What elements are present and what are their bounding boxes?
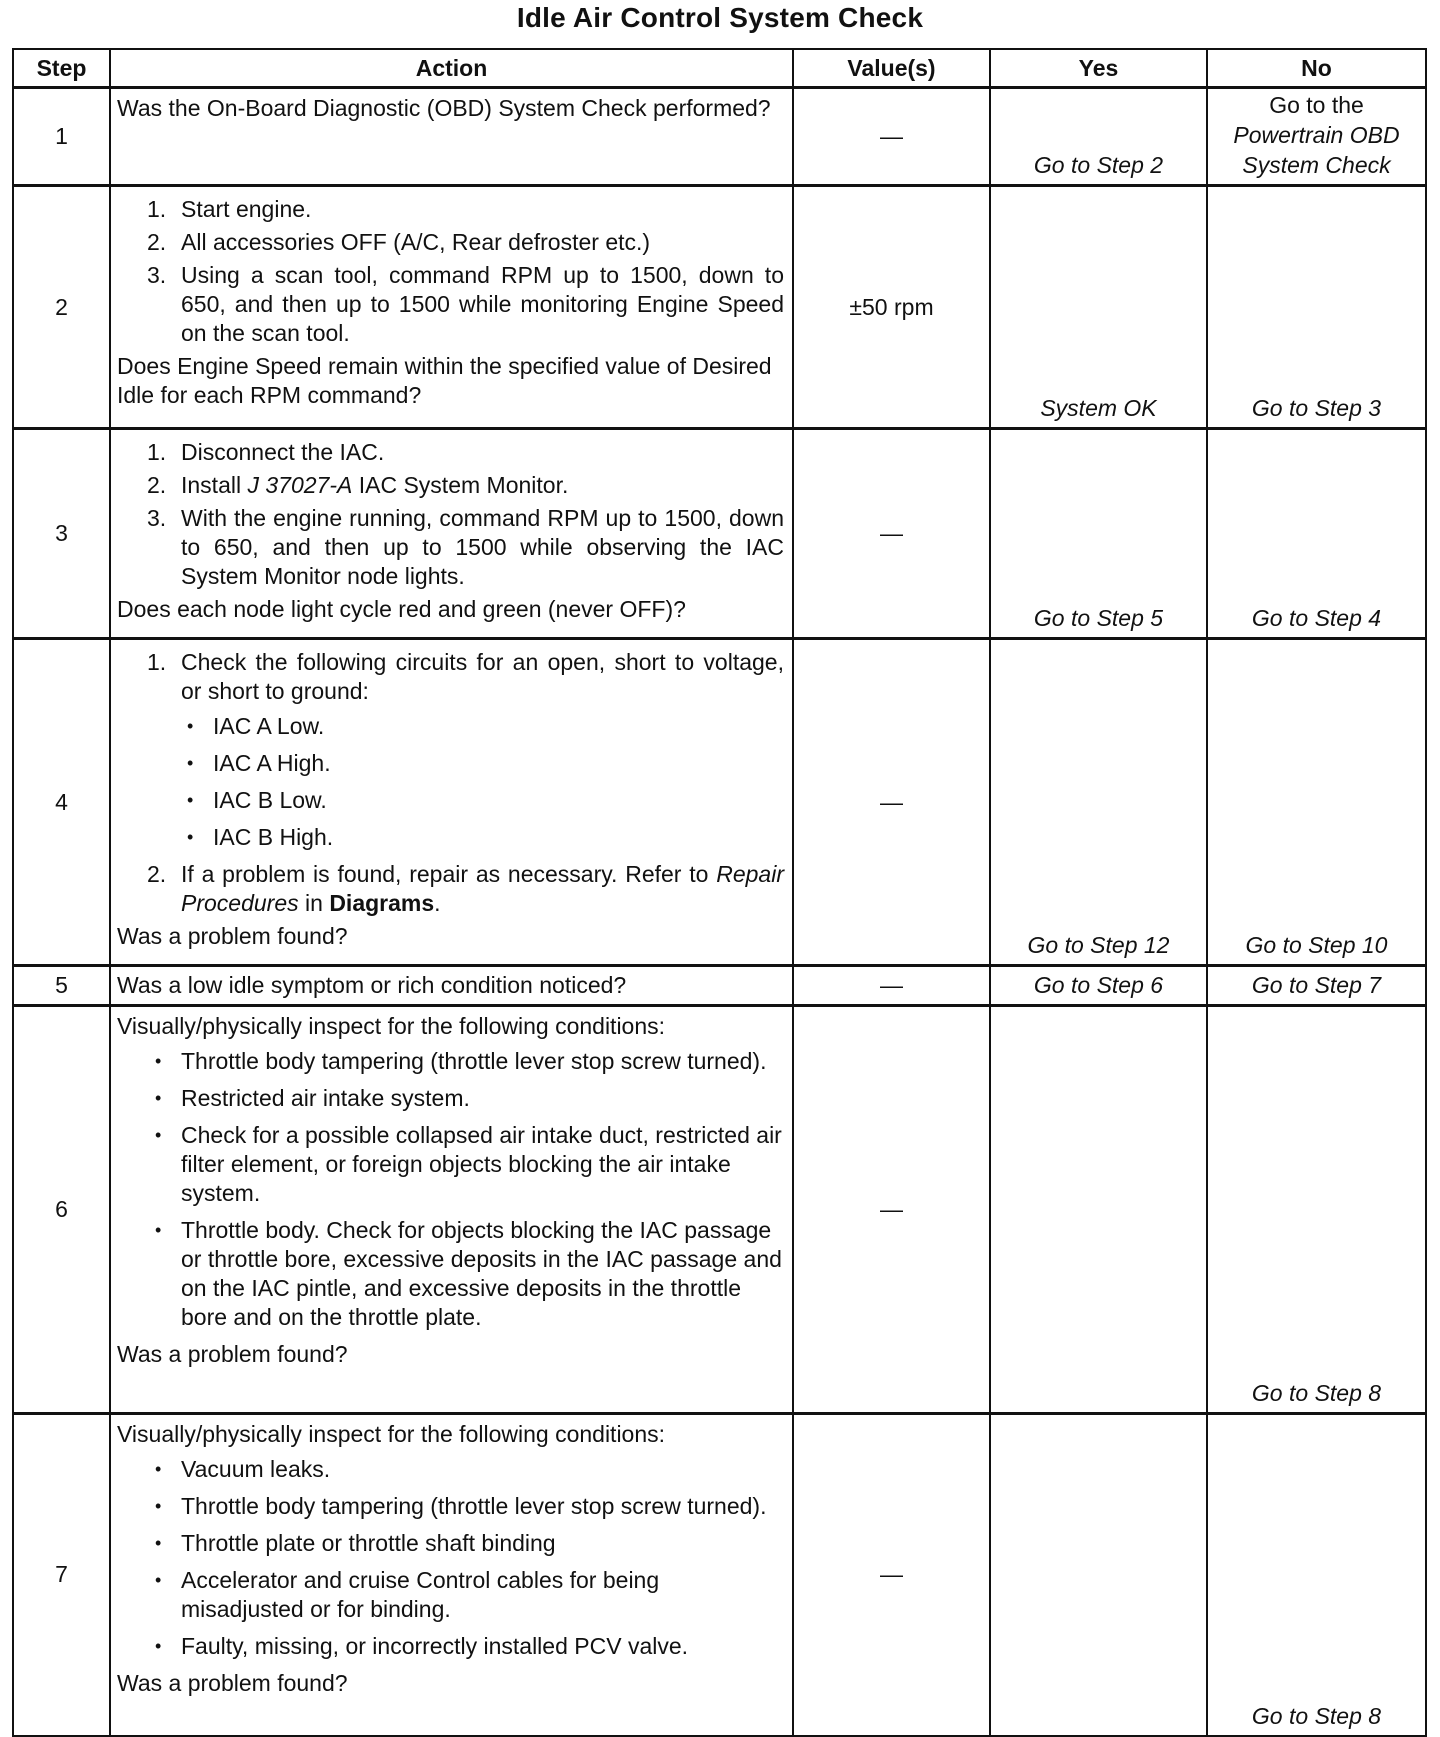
no-cell: Go to Step 3 bbox=[1207, 186, 1426, 429]
list-item: • IAC B High. bbox=[187, 824, 334, 850]
header-step: Step bbox=[13, 49, 110, 88]
list-item: • Accelerator and cruise Control cables for being misadjusted or for binding. bbox=[155, 1567, 660, 1622]
step-number: 4 bbox=[13, 639, 110, 966]
action-list bbox=[117, 438, 784, 591]
yes-cell bbox=[990, 1414, 1207, 1736]
repair-procedures-ref: Repair Procedures bbox=[181, 861, 784, 916]
value-cell: ±50 rpm bbox=[793, 186, 990, 429]
yes-cell: Go to Step 12 bbox=[990, 639, 1207, 966]
step-number: 2 bbox=[13, 186, 110, 429]
condition-list bbox=[117, 1047, 784, 1332]
yes-cell: Go to Step 2 bbox=[990, 88, 1207, 186]
action-cell bbox=[110, 1414, 793, 1736]
question-text: Does each node light cycle red and green (never OFF)? bbox=[117, 596, 686, 622]
no-line: System Check bbox=[1242, 152, 1391, 178]
header-row bbox=[13, 49, 1426, 88]
yes-cell: Go to Step 6 bbox=[990, 966, 1207, 1006]
intro-text: Visually/physically inspect for the following conditions: bbox=[117, 1421, 666, 1447]
step-number: 1 bbox=[13, 88, 110, 186]
no-line: Powertrain OBD bbox=[1233, 122, 1400, 148]
value-cell: — bbox=[793, 88, 990, 186]
list-item: 3. Using a scan tool, command RPM up to 1500, down to 650, and then up to 1500 while monitoring Engine Speed on the scan tool. bbox=[147, 262, 784, 346]
yes-cell bbox=[990, 1006, 1207, 1414]
no-line: Go to the bbox=[1269, 92, 1364, 118]
list-item: 2. Install J 37027-A IAC System Monitor. bbox=[147, 472, 569, 498]
question-text: Was the On-Board Diagnostic (OBD) System Check performed? bbox=[117, 95, 771, 121]
question-text: Was a low idle symptom or rich condition noticed? bbox=[117, 972, 627, 998]
diagnostic-table bbox=[12, 48, 1427, 1737]
list-item: 1. Check the following circuits for an open, short to voltage, or short to ground: • IAC A Low. • IAC A High. • IAC B Low. • IAC B High. bbox=[147, 649, 784, 850]
action-cell bbox=[110, 966, 793, 1006]
diagrams-ref: Diagrams bbox=[329, 890, 435, 916]
action-cell bbox=[110, 639, 793, 966]
question-text: Was a problem found? bbox=[117, 1670, 348, 1696]
action-list bbox=[117, 648, 784, 918]
list-item: • IAC B Low. bbox=[187, 787, 327, 813]
yes-cell: Go to Step 5 bbox=[990, 429, 1207, 639]
step-number: 3 bbox=[13, 429, 110, 639]
list-item: 2. If a problem is found, repair as necessary. Refer to Repair Procedures in Diagrams. bbox=[147, 861, 784, 916]
table-row-step-4 bbox=[13, 639, 1426, 966]
list-item: • IAC A High. bbox=[187, 750, 331, 776]
value-cell: — bbox=[793, 1414, 990, 1736]
list-item: • Vacuum leaks. bbox=[155, 1456, 331, 1482]
table-row-step-7 bbox=[13, 1414, 1426, 1736]
table-row-step-1 bbox=[13, 88, 1426, 186]
list-item: 1. Disconnect the IAC. bbox=[147, 439, 385, 465]
header-values: Value(s) bbox=[793, 49, 990, 88]
no-cell: Go to Step 8 bbox=[1207, 1414, 1426, 1736]
step-number: 5 bbox=[13, 966, 110, 1006]
action-list bbox=[117, 195, 784, 348]
table-row-step-2 bbox=[13, 186, 1426, 429]
no-cell: Go to Step 7 bbox=[1207, 966, 1426, 1006]
header-no: No bbox=[1207, 49, 1426, 88]
list-item: • Throttle body. Check for objects blocking the IAC passage or throttle bore, excessive deposits in the IAC passage and on the IAC pintle, and excessive deposits in the throttle bore and on the throttle plate. bbox=[155, 1217, 782, 1330]
intro-text: Visually/physically inspect for the following conditions: bbox=[117, 1013, 666, 1039]
value-cell: — bbox=[793, 1006, 990, 1414]
no-cell: Go to Step 8 bbox=[1207, 1006, 1426, 1414]
page-title: Idle Air Control System Check bbox=[516, 2, 924, 33]
list-item: • Check for a possible collapsed air intake duct, restricted air filter element, or foreign objects blocking the air intake system. bbox=[155, 1122, 782, 1206]
list-item: • Restricted air intake system. bbox=[155, 1085, 470, 1111]
value-cell: — bbox=[793, 639, 990, 966]
header-action: Action bbox=[110, 49, 793, 88]
tool-number: J 37027-A bbox=[247, 472, 353, 498]
table-row-step-6 bbox=[13, 1006, 1426, 1414]
action-cell bbox=[110, 429, 793, 639]
header-yes: Yes bbox=[990, 49, 1207, 88]
table-row-step-5 bbox=[13, 966, 1426, 1006]
question-text: Was a problem found? bbox=[117, 923, 348, 949]
step-number: 6 bbox=[13, 1006, 110, 1414]
list-item: • IAC A Low. bbox=[187, 713, 325, 739]
table-row-step-3 bbox=[13, 429, 1426, 639]
list-item: • Throttle body tampering (throttle lever stop screw turned). bbox=[155, 1493, 767, 1519]
list-item: 3. With the engine running, command RPM up to 1500, down to 650, and then up to 1500 while observing the IAC System Monitor node lights. bbox=[147, 505, 784, 589]
action-cell bbox=[110, 1006, 793, 1414]
list-item: • Throttle plate or throttle shaft binding bbox=[155, 1530, 556, 1556]
value-cell: — bbox=[793, 966, 990, 1006]
no-cell bbox=[1207, 88, 1426, 186]
question-text: Was a problem found? bbox=[117, 1341, 348, 1367]
question-text: Does Engine Speed remain within the specified value of Desired Idle for each RPM command? bbox=[117, 353, 772, 408]
list-item: 2. All accessories OFF (A/C, Rear defroster etc.) bbox=[147, 229, 651, 255]
condition-list bbox=[117, 1455, 784, 1661]
list-item: • Throttle body tampering (throttle lever stop screw turned). bbox=[155, 1048, 767, 1074]
yes-cell: System OK bbox=[990, 186, 1207, 429]
list-item: • Faulty, missing, or incorrectly installed PCV valve. bbox=[155, 1633, 689, 1659]
circuit-list bbox=[149, 712, 784, 852]
list-item: 1. Start engine. bbox=[147, 196, 312, 222]
action-cell bbox=[110, 186, 793, 429]
value-cell: — bbox=[793, 429, 990, 639]
action-cell bbox=[110, 88, 793, 186]
no-cell: Go to Step 10 bbox=[1207, 639, 1426, 966]
step-number: 7 bbox=[13, 1414, 110, 1736]
no-cell: Go to Step 4 bbox=[1207, 429, 1426, 639]
